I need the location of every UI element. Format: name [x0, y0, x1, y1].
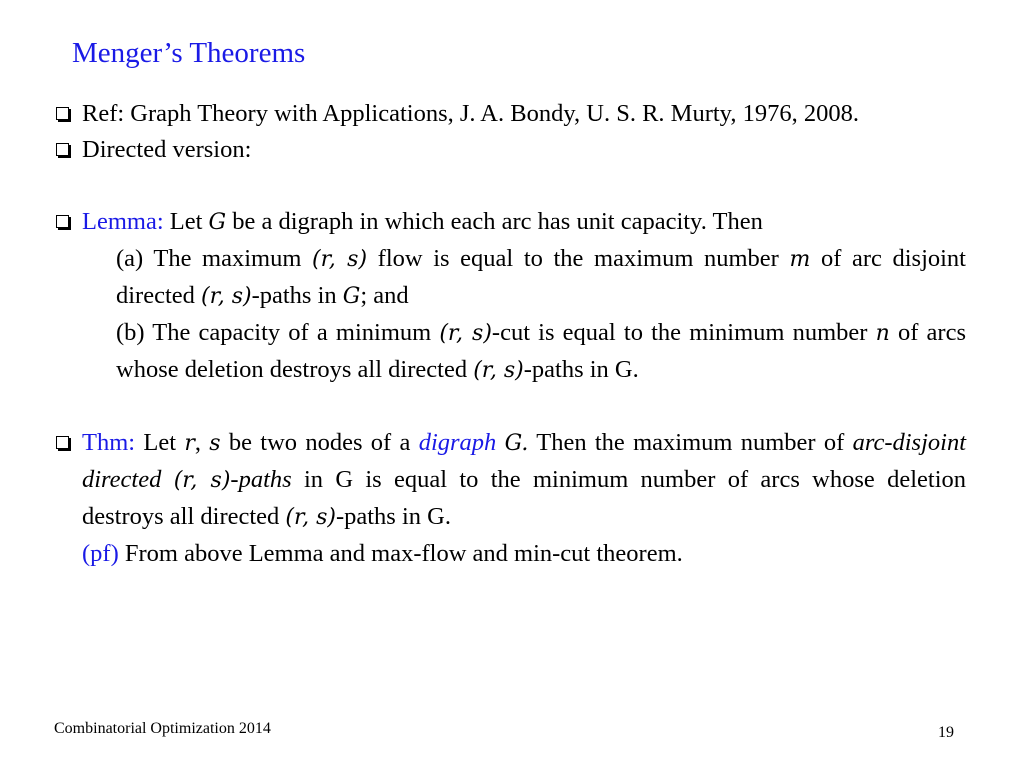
digraph-term: digraph: [418, 429, 497, 456]
slide-title: Menger’s Theorems: [72, 37, 306, 69]
directed-text: Directed version:: [82, 136, 252, 163]
page-number: 19: [938, 724, 954, 741]
slide-body: [56, 96, 966, 572]
checkbox-bullet-icon: [56, 132, 82, 156]
lemma-label: Lemma:: [82, 208, 164, 235]
checkbox-bullet-icon: [56, 96, 82, 120]
lemma-part-a: (a) The maximum (r, s) flow is equal to the maximum number m of arc disjoint directed (r, s)-paths in G; and: [116, 245, 966, 309]
bullet-item-ref: [56, 96, 966, 132]
thm-label: Thm:: [82, 429, 136, 456]
thm-block: [82, 425, 966, 572]
checkbox-bullet-icon: [56, 425, 82, 449]
pf-label: (pf): [82, 540, 119, 567]
checkbox-bullet-icon: [56, 204, 82, 228]
bullet-item-lemma: [56, 204, 966, 389]
thm-proof: (pf) From above Lemma and max-flow and min-cut theorem.: [82, 540, 683, 567]
ref-text: Ref: Graph Theory with Applications, J. A. Bondy, U. S. R. Murty, 1976, 2008.: [82, 100, 859, 127]
bullet-item-directed: [56, 132, 966, 168]
thm-statement: Thm: Let r, s be two nodes of a digraph G. Then the maximum number of arc-disjoint directed (r, s)-paths in G is equal to the minimum number of arcs whose deletion destroys all directed (r, s)-paths in G.: [82, 429, 966, 530]
lemma-intro: Lemma: Let G be a digraph in which each arc has unit capacity. Then: [82, 208, 763, 235]
footer-course: Combinatorial Optimization 2014: [54, 720, 271, 737]
bullet-item-thm: [56, 425, 966, 572]
lemma-block: [82, 204, 966, 389]
lemma-part-b: (b) The capacity of a minimum (r, s)-cut is equal to the minimum number n of arcs whose deletion destroys all directed (r, s)-paths in G.: [116, 319, 966, 383]
